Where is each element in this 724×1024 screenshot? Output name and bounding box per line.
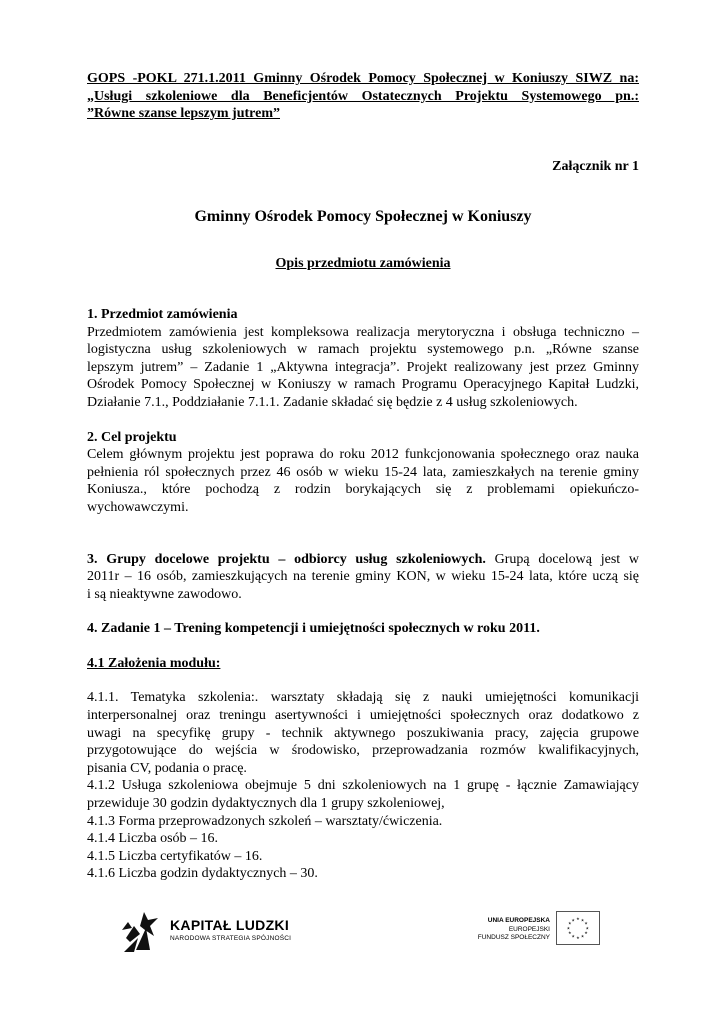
section-4-1-item: 4.1.5 Liczba certyfikatów – 16.: [87, 848, 263, 864]
eu-star-icon: ★: [584, 920, 589, 926]
eu-star-icon: ★: [580, 917, 585, 923]
section-1-line: Działanie 7.1., Poddziałanie 7.1.1. Zadanie składać się będzie z 4 usług szkoleniowych.: [87, 394, 578, 410]
section-4-1-heading: 4.1 Założenia modułu:: [87, 655, 221, 671]
eu-line-2: EUROPEJSKI: [508, 925, 550, 933]
eu-star-icon: ★: [567, 920, 572, 926]
eu-star-icon: ★: [576, 916, 580, 921]
section-4-1-item: 4.1.4 Liczba osób – 16.: [87, 831, 219, 847]
section-4-1-item: 4.1.3 Forma przeprowadzonych szkoleń – warsztaty/ćwiczenia.: [87, 813, 443, 829]
section-1-line: lepszym jutrem” – Zadanie 1 „Aktywna integracja”. Projekt realizowany jest przez Gminny: [87, 359, 639, 375]
section-2-line: Celem głównym projektu jest poprawa do roku 2012 funkcjonowania społecznego oraz nauka: [87, 447, 639, 463]
section-4-1-line: 4.1.1. Tematyka szkolenia:. warsztaty składają się z nauki umiejętności komunikacji: [87, 690, 639, 706]
section-4-heading: 4. Zadanie 1 – Trening kompetencji i umiejętności społecznych w roku 2011.: [87, 621, 540, 637]
section-3-line-rest: Grupą docelową jest w: [494, 551, 640, 567]
subject-title: Opis przedmiotu zamówienia: [275, 256, 451, 272]
section-3-line: 2011r – 16 osób, zamieszkujących na terenie gminy KON, w wieku 15-24 lata, które uczą się: [87, 569, 639, 585]
section-4-1-heading-wrap: [87, 655, 639, 673]
section-4-1-line: pisania CV, podania o pracę.: [87, 760, 247, 776]
section-3-first-line: [87, 551, 639, 569]
section-2-line: Koniusza., które pochodzą z rodzin borykających się z problemami opiekuńczo-: [87, 482, 639, 498]
eu-star-icon: ★: [584, 930, 589, 936]
section-4-1-line: 4.1.2 Usługa szkoleniowa obejmuje 5 dni szkoleniowych na 1 grupę - łącznie Zamawiający: [87, 778, 639, 794]
section-4-1-item: 4.1.6 Liczba godzin dydaktycznych – 30.: [87, 866, 318, 882]
eu-line-3: FUNDUSZ SPOŁECZNY: [477, 934, 550, 941]
section-3-heading: 3. Grupy docelowe projektu – odbiorcy usług szkoleniowych.: [87, 551, 486, 567]
eu-star-icon: ★: [576, 934, 580, 940]
annex-label: Załącznik nr 1: [552, 158, 639, 174]
kapital-ludzki-subtitle: NARODOWA STRATEGIA SPÓJNOŚCI: [170, 935, 292, 942]
eu-star-icon: ★: [585, 925, 590, 931]
eu-star-icon: ★: [571, 933, 576, 939]
section-1-line: Przedmiotem zamówienia jest kompleksowa realizacja merytoryczna i obsługa techniczno –: [87, 324, 639, 340]
eu-flag-icon: [556, 911, 600, 945]
section-1-line: Ośrodek Pomocy Społecznej w Koniuszy w ramach Programu Operacyjnego Kapitał Ludzki,: [87, 377, 639, 393]
section-2-line: pełnienia ról społecznych przez 46 osób w wieku 15-24 lata, zamieszkałych na terenie gminy: [87, 464, 639, 480]
section-1-heading: 1. Przedmiot zamówienia: [87, 306, 238, 322]
eu-star-icon: ★: [566, 925, 571, 931]
subject-title-wrap: [87, 255, 639, 273]
section-1-line: logistyczna usług szkoleniowych w ramach projektu systemowego p.n. „Równe szanse: [87, 342, 639, 358]
eu-line-1: UNIA EUROPEJSKA: [487, 917, 550, 924]
header-line-3-wrap: [87, 105, 639, 123]
document-body: [87, 70, 639, 883]
org-title: Gminny Ośrodek Pomocy Społecznej w Koniuszy: [194, 208, 532, 226]
eu-star-icon: ★: [567, 930, 572, 936]
section-2-line: wychowawczymi.: [87, 499, 189, 515]
section-4-1-line: przygotowujące do wejścia w środowisko, przeprowadzania rozmów kwalifikacyjnych,: [87, 743, 639, 759]
section-4-1-line: przewiduje 30 godzin dydaktycznych dla 1 grupy szkoleniowej,: [87, 796, 445, 812]
eu-star-icon: ★: [580, 933, 585, 939]
eu-star-icon: ★: [571, 917, 576, 923]
kapital-ludzki-title: KAPITAŁ LUDZKI: [170, 917, 290, 933]
section-2-heading: 2. Cel projektu: [87, 429, 177, 445]
section-3-line: i są nieaktywne zawodowo.: [87, 586, 242, 602]
header-line-3: ”Równe szanse lepszym jutrem”: [87, 106, 280, 122]
header-line-1: GOPS -POKL 271.1.2011 Gminny Ośrodek Pomocy Społecznej w Koniuszy SIWZ na:: [87, 71, 639, 86]
eu-text-block: [450, 917, 550, 943]
header-line-2: „Usługi szkoleniowe dla Beneficjentów Ostatecznych Projektu Systemowego pn.:: [87, 88, 639, 104]
section-4-1-line: interpersonalnej oraz treningu asertywności i umiejętności społecznych oraz dodatkowo z: [87, 708, 639, 724]
section-4-1-line: uwagi na specyfikę grupy - technik aktywnego poszukiwania pracy, zajęcia grupowe: [87, 725, 639, 741]
kapital-ludzki-logo-icon: [120, 908, 160, 954]
